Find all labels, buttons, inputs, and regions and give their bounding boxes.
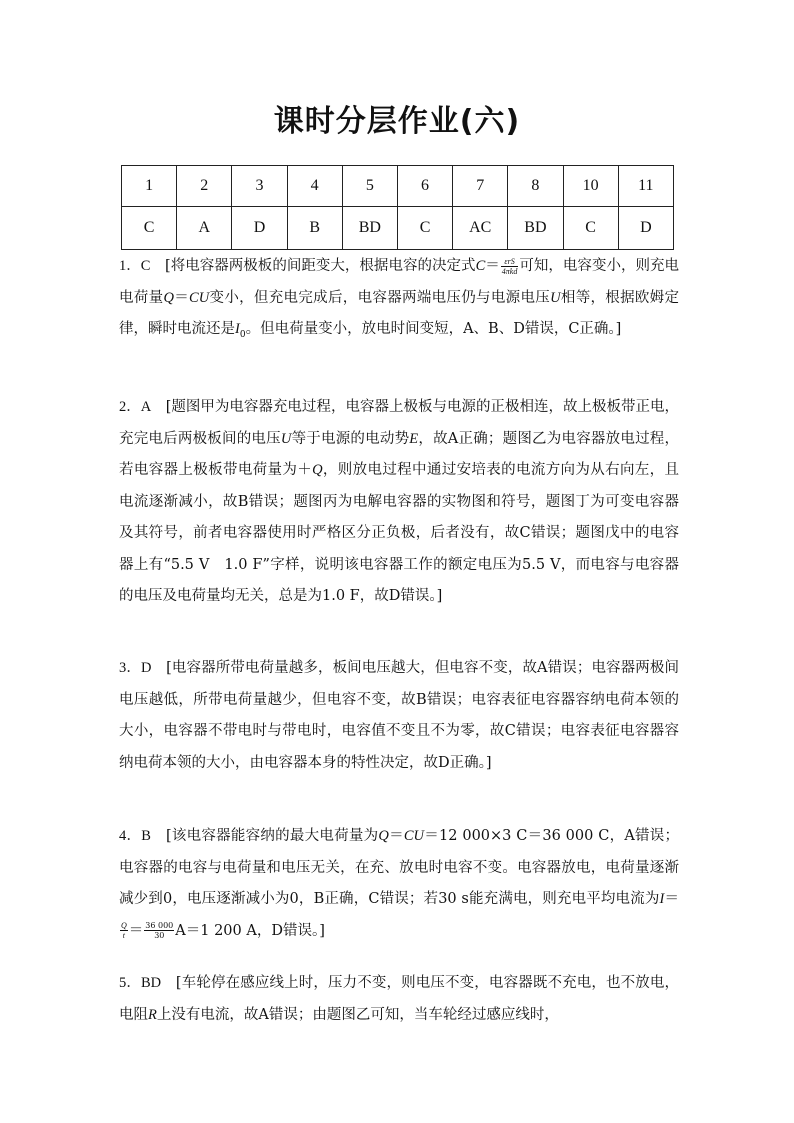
solution-3: 3．D [电容器所带电荷量越多，板间电压越大，但电容不变，故A错误；电容器两极间电压越低，所带电荷量越少，但电容不变，故B错误；电容表征电容器容纳电荷本领的大小，电容器不带电时与带电时，电容值不变且不为零，故C错误；电容表征电容器容纳电荷本领的大小，由电容器本身的特性决定，故D正确。] (119, 660, 679, 771)
answer-cell: C (122, 207, 177, 250)
question-number-cell: 3 (232, 166, 287, 207)
answer-cell: D (618, 207, 673, 250)
question-number-cell: 7 (453, 166, 508, 207)
question-number-cell: 5 (342, 166, 397, 207)
question-number-cell: 6 (397, 166, 452, 207)
answer-table-number-row (122, 166, 674, 207)
question-number-cell: 1 (122, 166, 177, 207)
capacitance-formula-fraction: $\frac{\text{εrS}}{\text{4πkd}}$ (501, 256, 518, 276)
current-formula-fraction: $\frac{Q}{t}$ (121, 921, 127, 940)
answer-table-answer-row (122, 207, 674, 250)
answer-cell: D (232, 207, 287, 250)
solution-4-head: 4．B (119, 828, 151, 844)
answer-cell: A (177, 207, 232, 250)
question-number-cell: 10 (563, 166, 618, 207)
question-number-cell: 11 (618, 166, 673, 207)
solution-5: 5．BD [车轮停在感应线上时，压力不变，则电压不变，电容器既不充电，也不放电，电阻R上没有电流，故A错误；由题图乙可知，当车轮经过感应线时， (119, 975, 679, 1023)
answer-cell: C (563, 207, 618, 250)
solution-3-head: 3．D (119, 660, 152, 676)
answer-cell: B (287, 207, 342, 250)
solution-4: 4．B [该电容器能容纳的最大电荷量为Q＝CU＝12 000×3 C＝36 000 C，A错误；电容器的电容与电荷量和电压无关，在充、放电时电容不变。电容器放电，电荷量逐渐减少到0，电压逐渐减小为0，B正确，C错误；若30 s能充满电，则充电平均电流为I＝ $\frac{Q}{t}$ ＝ $\frac{36 000}{30}$ A＝1 200 A，D错误。] (119, 828, 680, 940)
current-value-fraction: $\frac{36 000}{30}$ (145, 921, 174, 940)
solution-5-head: 5．BD (119, 975, 162, 991)
answer-table (121, 165, 674, 250)
question-number-cell: 8 (508, 166, 563, 207)
answer-cell: C (397, 207, 452, 250)
page-title: 课时分层作业(六) (273, 104, 521, 139)
answer-cell: AC (453, 207, 508, 250)
answer-cell: BD (508, 207, 563, 250)
solution-2: 2．A [题图甲为电容器充电过程，电容器上极板与电源的正极相连，故上极板带正电，充完电后两极板间的电压U等于电源的电动势E，故A正确；题图乙为电容器放电过程，若电容器上极板带电荷量为＋Q，则放电过程中通过安培表的电流方向为从右向左，且电流逐渐减小，故B错误；题图丙为电解电容器的实物图和符号，题图丁为可变电容器及其符号，前者电容器使用时严格区分正负极，后者没有，故C错误；题图戊中的电容器上有“5.5 V 1.0 F”字样，说明该电容器工作的额定电压为5.5 V，而电容与电容器的电压及电荷量均无关，总是为1.0 F，故D错误。] (119, 399, 680, 604)
question-number-cell: 2 (177, 166, 232, 207)
solution-1: 1．C [将电容器两极板的间距变大，根据电容的决定式C＝ $\frac{\text{εrS}}{\text{4πkd}}$ 可知，电容变小，则充电电荷量Q＝CU变小，但充电完成后，电容器两端电压仍与电源电压U相等，根据欧姆定律，瞬时电流还是$I_0$。但电荷量变小，放电时间变短，A、B、D错误，C正确。] (119, 256, 680, 340)
answer-cell: BD (342, 207, 397, 250)
question-number-cell: 4 (287, 166, 342, 207)
solution-2-head: 2．A (119, 399, 152, 415)
solution-1-head: 1．C (119, 258, 151, 274)
